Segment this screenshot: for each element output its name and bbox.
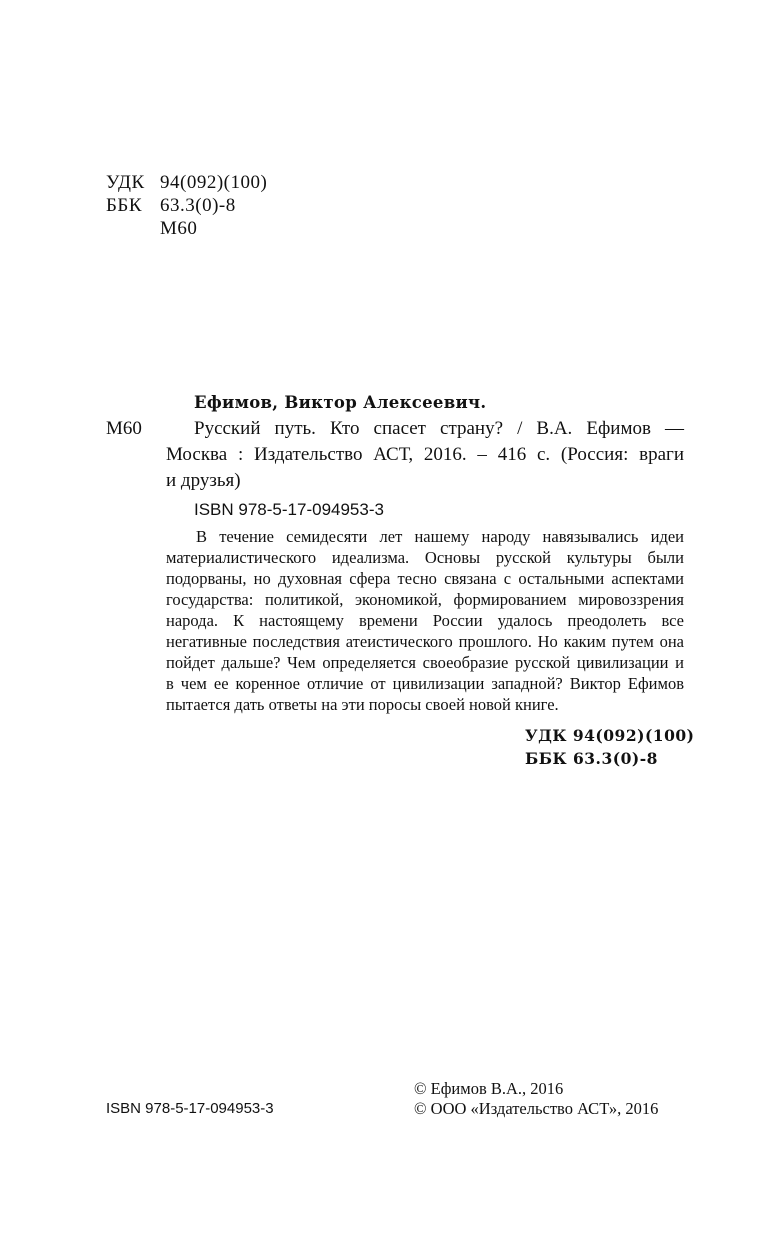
bbk-value: 63.3(0)-8	[160, 195, 236, 216]
title-line-1: Русский путь. Кто спасет страну? / В.А. Ефимов —	[194, 418, 684, 439]
abstract	[166, 526, 684, 715]
udk-bottom: УДК 94(092)(100)	[525, 726, 695, 745]
bbk-label: ББК	[106, 195, 142, 216]
abstract-line: пойдет дальше? Чем определяется своеобразие русской цивилизации и	[166, 653, 684, 672]
isbn-record: ISBN 978-5-17-094953-3	[194, 500, 384, 519]
bbk-bottom: ББК 63.3(0)-8	[525, 749, 658, 768]
author-mark-top: М60	[160, 218, 198, 239]
author-mark: М60	[106, 418, 142, 439]
abstract-line: материалистического идеализма. Основы русской культуры были	[166, 548, 684, 567]
isbn-footer: ISBN 978-5-17-094953-3	[106, 1100, 274, 1117]
abstract-line: в чем ее коренное отличие от цивилизации западной? Виктор Ефимов	[166, 674, 684, 693]
copyright-publisher: © ООО «Издательство АСТ», 2016	[414, 1099, 659, 1118]
abstract-line: народа. К настоящему времени России удалось преодолеть все	[166, 611, 684, 630]
abstract-line: пытается дать ответы на эти поросы своей новой книге.	[166, 695, 559, 714]
title-line-2: Москва : Издательство АСТ, 2016. – 416 с. (Россия: враги	[166, 444, 684, 465]
copyright-author: © Ефимов В.А., 2016	[414, 1079, 564, 1098]
abstract-line: негативные последствия атеистического прошлого. Но каким путем она	[166, 632, 684, 651]
abstract-line: В течение семидесяти лет нашему народу навязывались идеи	[196, 527, 684, 546]
title-line-3: и друзья)	[166, 470, 241, 491]
udk-label: УДК	[106, 172, 145, 193]
abstract-line: государства: политикой, экономикой, формированием мировоззрения	[166, 590, 684, 609]
abstract-line: подорваны, но духовная сфера тесно связана с остальными аспектами	[166, 569, 684, 588]
udk-value: 94(092)(100)	[160, 172, 268, 193]
author-heading: Ефимов, Виктор Алексеевич.	[194, 393, 487, 412]
